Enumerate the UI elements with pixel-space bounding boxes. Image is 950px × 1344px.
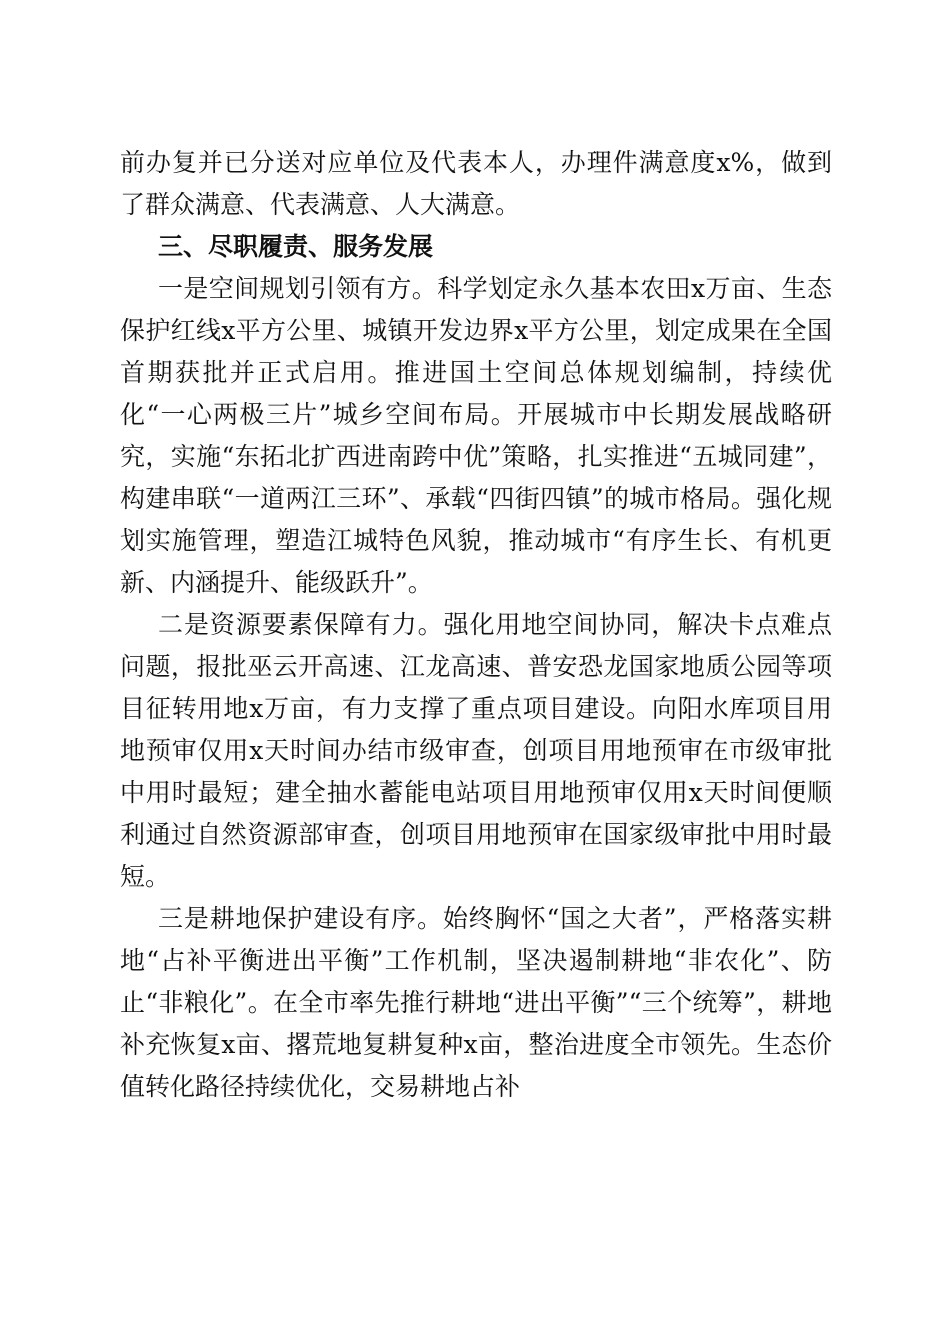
paragraph-lead: 二是资源要素保障有力。 (158, 610, 444, 639)
paragraph-body: 科学划定永久基本农田x万亩、生态保护红线x平方公里、城镇开发边界x平方公里，划定成果在全国首期获批并正式启用。推进国土空间总体规划编制，持续优化“一心两极三片”城乡空间布局。开展城市中长期发展战略研究，实施“东拓北扩西进南跨中优”策略，扎实推进“五城同建”，构建串联“一道两江三环”、承载“四街四镇”的城市格局。强化规划实施管理，塑造江城特色风貌，推动城市“有序生长、有机更新、内涵提升、能级跃升”。 (120, 274, 832, 597)
intro-paragraph: 前办复并已分送对应单位及代表本人，办理件满意度x%，做到了群众满意、代表满意、人大满意。 (120, 148, 832, 219)
paragraph-spatial-planning (120, 268, 832, 604)
section-heading: 三、尽职履责、服务发展 (158, 232, 434, 261)
paragraph-lead: 三是耕地保护建设有序。 (158, 904, 443, 933)
paragraph-resource-guarantee (120, 604, 832, 898)
paragraph-body: 始终胸怀“国之大者”，严格落实耕地“占补平衡进出平衡”工作机制，坚决遏制耕地“非农化”、防止“非粮化”。在全市率先推行耕地“进出平衡”“三个统筹”，耕地补充恢复x亩、撂荒地复耕复种x亩，整治进度全市领先。生态价值转化路径持续优化，交易耕地占补 (120, 904, 832, 1101)
document-page (120, 142, 832, 1108)
paragraph-body: 强化用地空间协同，解决卡点难点问题，报批巫云开高速、江龙高速、普安恐龙国家地质公园等项目征转用地x万亩，有力支撑了重点项目建设。向阳水库项目用地预审仅用x天时间办结市级审查，创项目用地预审在市级审批中用时最短；建全抽水蓄能电站项目用地预审仅用x天时间便顺利通过自然资源部审查，创项目用地预审在国家级审批中用时最短。 (120, 610, 832, 891)
paragraph-farmland-protection (120, 898, 832, 1108)
paragraph-lead: 一是空间规划引领有方。 (158, 274, 438, 303)
